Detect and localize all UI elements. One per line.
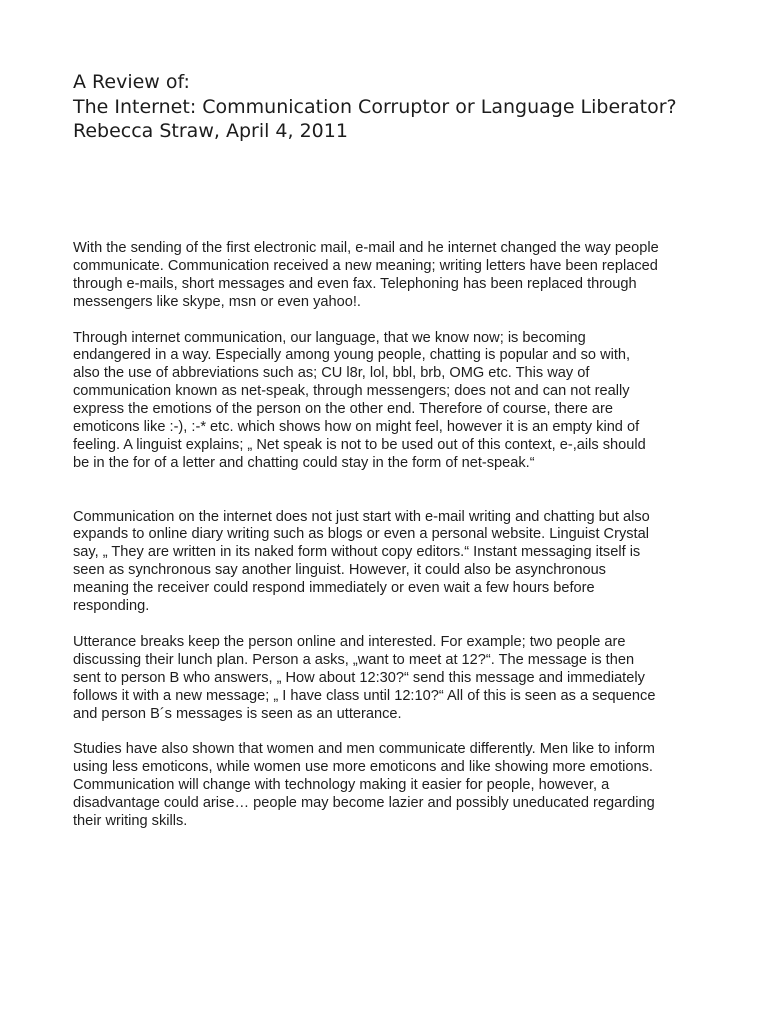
paragraph-sending-first-email: With the sending of the first electronic mail, e-mail and he internet changed the way people communicate. Communication received a new meaning; writing letters have been replaced through e-mails, short messages and even fax. Telephoning has been replaced through messengers like skype, msn or even yahoo!.	[73, 240, 659, 310]
document-heading	[73, 70, 713, 144]
author-date: Rebecca Straw, April 4, 2011	[73, 120, 348, 142]
paragraph-utterance-breaks: Utterance breaks keep the person online and interested. For example; two people are discussing their lunch plan. Person a asks, „want to meet at 12?“. The message is then sent to person B who answers, „ How about 12:30?“ send this message and immediately follows it with a new message; „ I have class until 12:10?“ All of this is seen as a sequence and person B´s messages is seen as an utterance.	[73, 633, 656, 722]
paragraph-online-writing: Communication on the internet does not just start with e-mail writing and chatting but also expands to online diary writing such as blogs or even a personal website. Linguist Crystal say, „ They are written in its naked form without copy editors.“ Instant messaging itself is seen as synchronous say another linguist. However, it could also be asynchronous meaning the receiver could respond immediately or even wait a few hours before responding.	[73, 508, 650, 615]
paragraph-gender-differences: Studies have also shown that women and men communicate differently. Men like to inform using less emoticons, while women use more emoticons and like showing more emotions. Communication will change with technology making it easier for people, however, a disadvantage could arise… people may become lazier and possibly uneducated regarding their writing skills.	[73, 741, 655, 829]
paragraph-internet-communication: Through internet communication, our language, that we know now; is becoming endangered in a way. Especially among young people, chatting is popular and so with, also the use of abbreviations such as; CU l8r, lol, bbl, brb, OMG etc. This way of communication known as net-speak, through messengers; does not and can not really express the emotions of the person on the other end. Therefore of course, there are emoticons like :-), :-* etc. which shows how on might feel, however it is an empty kind of feeling. A linguist explains; „ Net speak is not to be used out of this context, e-,ails should be in the for of a letter and chatting could stay in the form of net-speak.“	[73, 329, 646, 471]
document-title: The Internet: Communication Corruptor or Language Liberator?	[73, 95, 677, 118]
review-of-label: A Review of:	[73, 71, 190, 93]
document-body	[73, 240, 713, 831]
